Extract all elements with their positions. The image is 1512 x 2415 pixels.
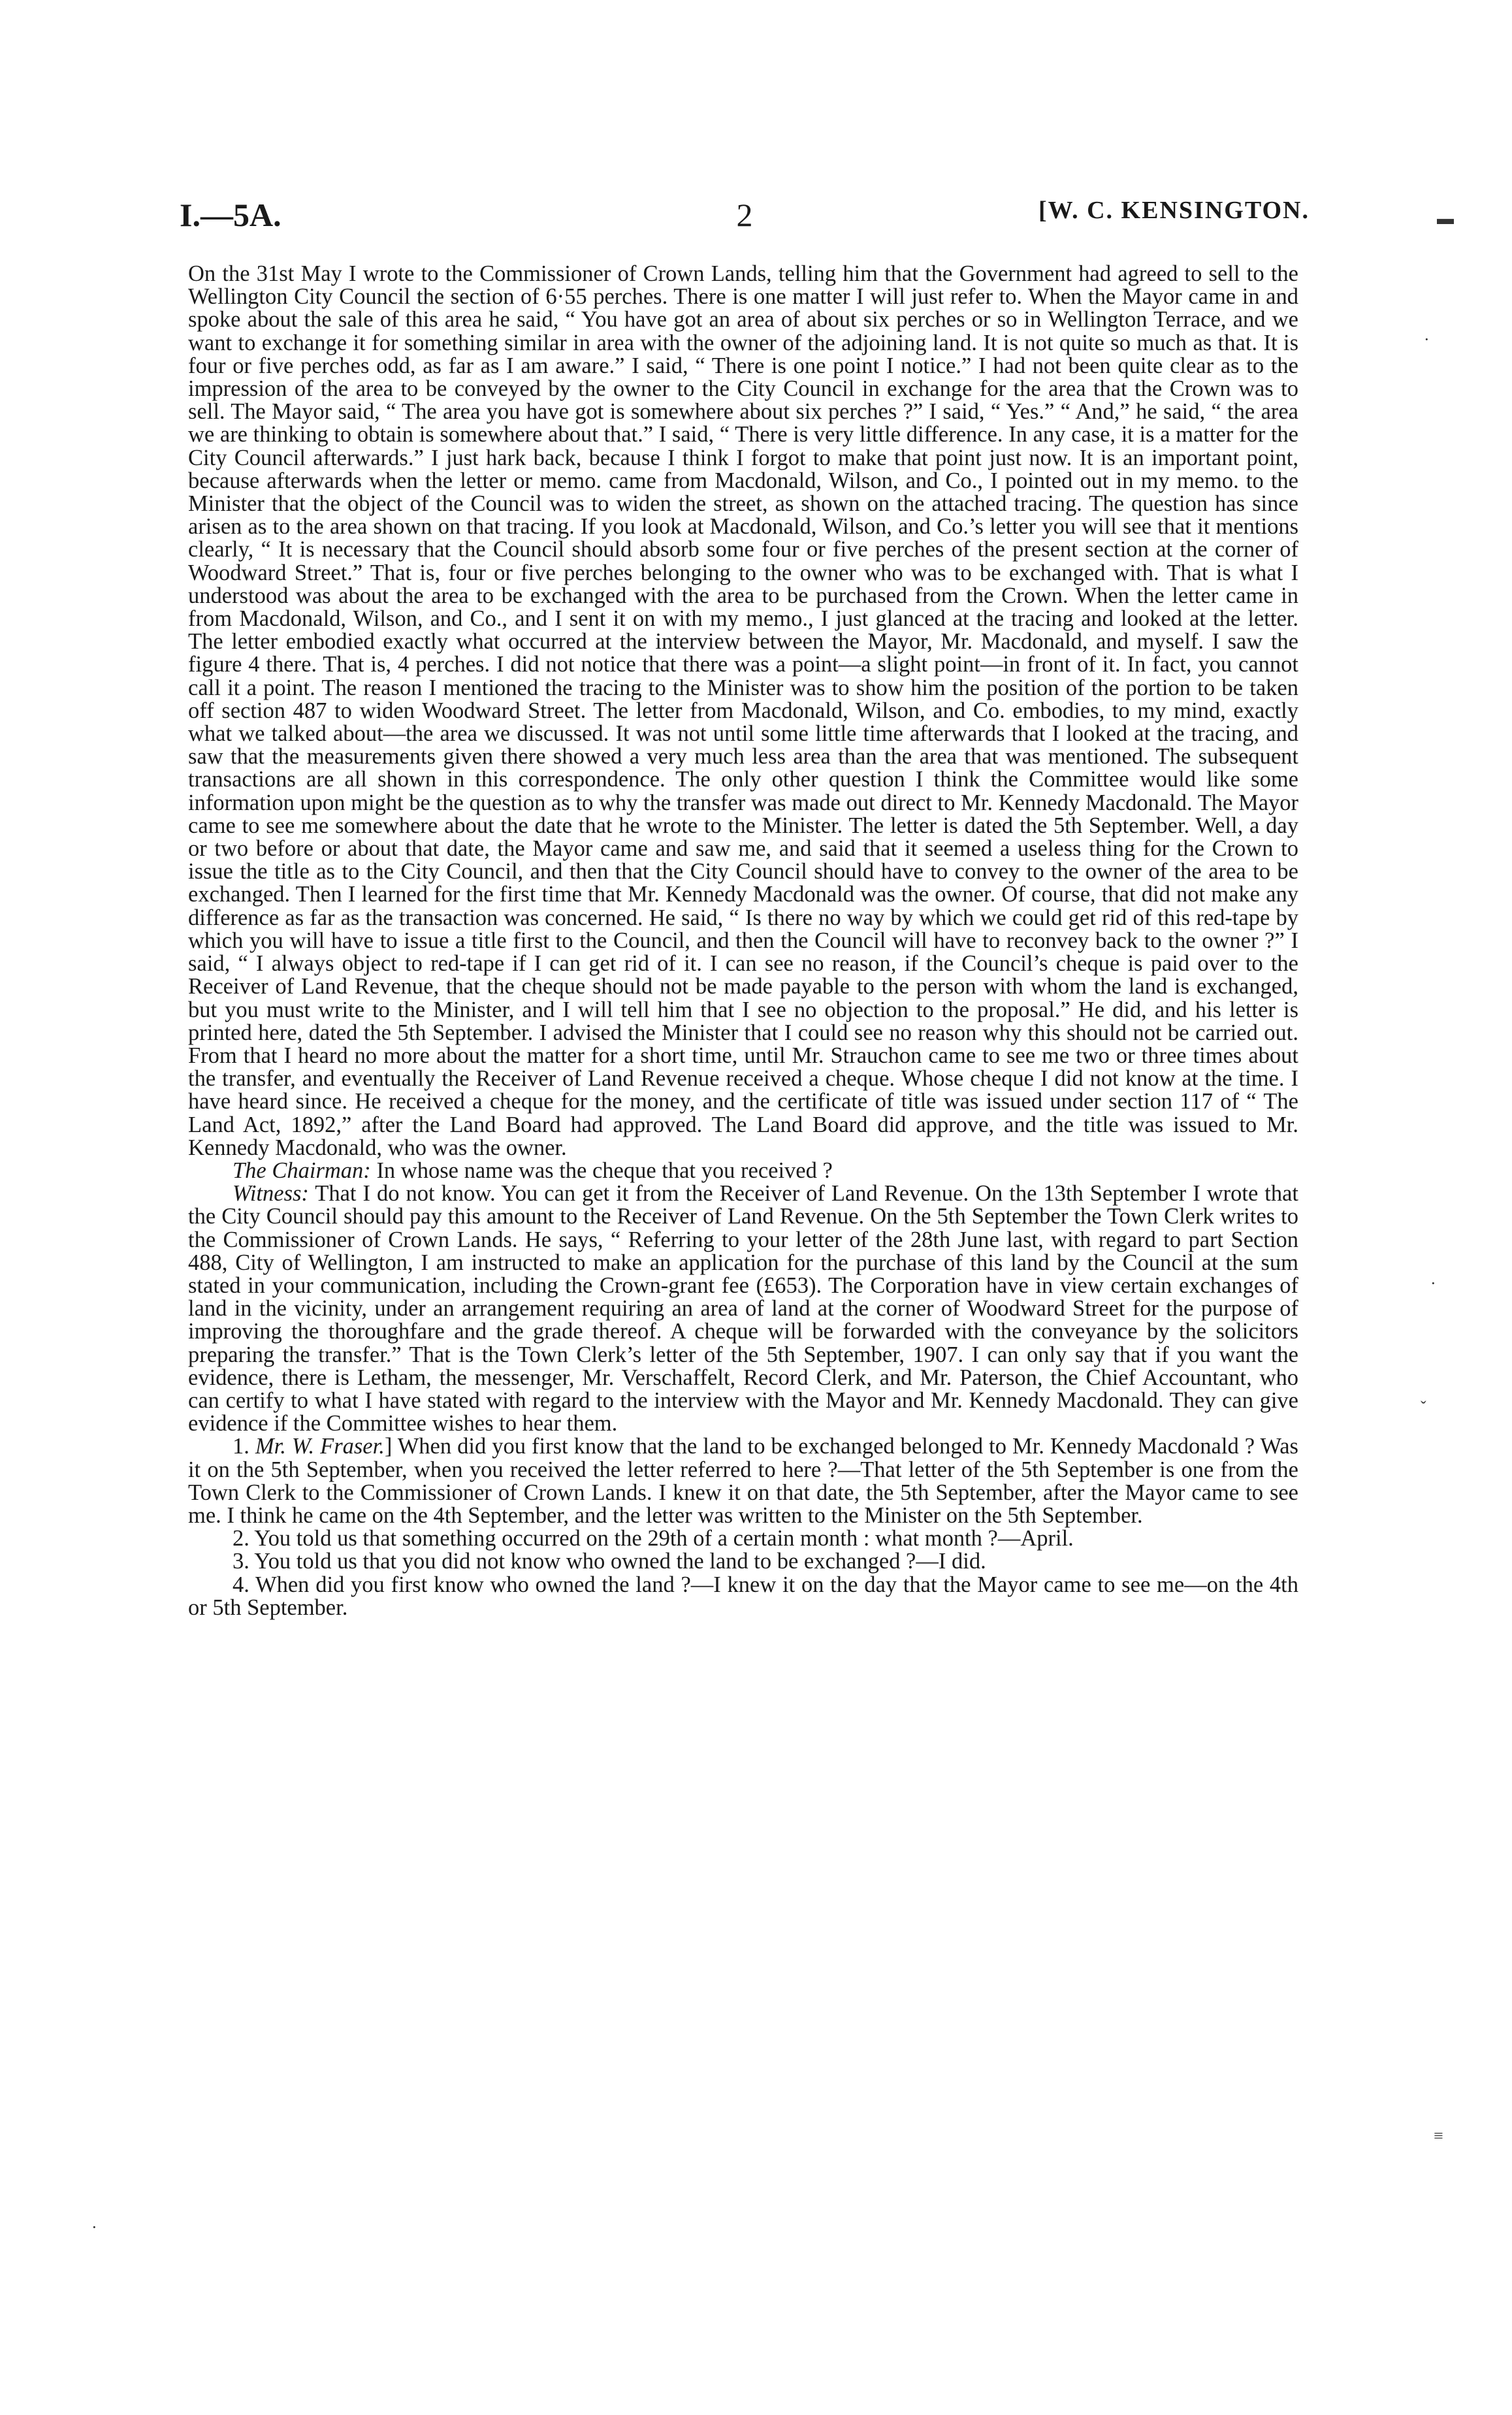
paragraph-text: 3. You told us that you did not know who owned the land to be exchanged ?—I did. [233, 1549, 986, 1574]
scan-speck-mark: · [91, 2218, 97, 2237]
paragraph-1 [188, 263, 1298, 1159]
questioner-name: Mr. W. Fraser. [255, 1434, 385, 1459]
witness-name: [W. C. KENSINGTON. [1038, 197, 1310, 224]
speaker-label: Witness: [233, 1181, 309, 1207]
paragraph-text: ] When did you first know that the land to be exchanged belonged to Mr. Kennedy Macdonald ? Was it on the 5th September, when you received the letter referred to here ?—That letter of the 5th September is one from the Town Clerk to the Commissioner of Crown Lands. I knew it on that date, the 5th September, after the Mayor came to see me. I think he came on the 4th September, and the letter was written to the Minister on the 5th September. [188, 1434, 1298, 1528]
scan-speck-mark: · [1424, 330, 1430, 349]
paragraph-text: 2. You told us that something occurred on the 29th of a certain month : what month ?—April. [233, 1526, 1074, 1551]
page-header [180, 196, 1310, 242]
paragraph-text: 4. When did you first know who owned the land ?—I knew it on the day that the Mayor came to see me—on the 4th or 5th September. [188, 1572, 1298, 1620]
scan-speck-mark: · [1430, 1274, 1436, 1293]
paragraph-text: In whose name was the cheque that you received ? [370, 1158, 833, 1183]
speaker-label: The Chairman: [233, 1158, 371, 1183]
question-4 [188, 1574, 1298, 1619]
question-number: 1. [233, 1434, 255, 1459]
paragraph-text: On the 31st May I wrote to the Commissioner of Crown Lands, telling him that the Government had agreed to sell to the Wellington City Council the section of 6·55 perches. There is one matter I will just refer to. When the Mayor came in and spoke about the sale of this area he said, “ You have got an area of about six perches or so in Wellington Terrace, and we want to exchange it for something similar in area with the owner of the adjoining land. It is not quite so much as that. It is four or five perches odd, as far as I am aware.” I said, “ There is one point I notice.” I had not been quite clear as to the impression of the area to be conveyed by the owner to the City Council in exchange for the area that the Crown was to sell. The Mayor said, “ The area you have got is somewhere about six perches ?” I said, “ Yes.” “ And,” he said, “ the area we are thinking to obtain is somewhere about that.” I said, “ There is very little difference. In any case, it is a matter for the City Council afterwards.” I just hark back, because I think I forgot to make that point just now. It is an important point, because afterwards when the letter or memo. came from Macdonald, Wilson, and Co., I pointed out in my memo. to the Minister that the object of the Council was to widen the street, as shown on the attached tracing. The question has since arisen as to the area shown on that tracing. If you look at Macdonald, Wilson, and Co.’s letter you will see that it mentions clearly, “ It is necessary that the Council should absorb some four or five perches of the present section at the corner of Woodward Street.” That is, four or five perches belonging to the owner who was to be exchanged with. That is what I understood was about the area to be exchanged with the area to be purchased from the Crown. When the letter came in from Macdonald, Wilson, and Co., and I sent it on with my memo., I just glanced at the tracing and looked at the letter. The letter embodied exactly what occurred at the interview between the Mayor, Mr. Macdonald, and myself. I saw the figure 4 there. That is, 4 perches. I did not notice that there was a point—a slight point—in front of it. In fact, you cannot call it a point. The reason I mentioned the tracing to the Minister was to show him the position of the portion to be taken off section 487 to widen Woodward Street. The letter from Macdonald, Wilson, and Co. embodies, to my mind, exactly what we talked about—the area we discussed. It was not until some little time afterwards that I looked at the tracing, and saw that the measurements given there showed a very much less area than the area that was mentioned. The subsequent transactions are all shown in this correspondence. The only other question I think the Committee would like some information upon might be the question as to why the transfer was made out direct to Mr. Kennedy Macdonald. The Mayor came to see me somewhere about the date that he wrote to the Minister. The letter is dated the 5th September. Well, a day or two before or about that date, the Mayor came and saw me, and said that it seemed a useless thing for the Crown to issue the title as to the City Council, and then that the City Council should have to convey to the owner of the area to be exchanged. Then I learned for the first time that Mr. Kennedy Macdonald was the owner. Of course, that did not make any difference as far as the transaction was concerned. He said, “ Is there no way by which we could get rid of this red-tape by which you will have to issue a title first to the Council, and then the Council will have to reconvey back to the owner ?” I said, “ I always object to red-tape if I can get rid of it. I can see no reason, if the Council’s cheque is paid over to the Receiver of Land Revenue, that the cheque should not be made payable to the person with whom the land is exchanged, but you must write to the Minister, and I will tell him that I see no objection to the proposal.” He did, and his letter is printed here, dated the 5th September. I advised the Minister that I could see no reason why this should not be carried out. From that I heard no more about the matter for a short time, until Mr. Strauchon came to see me two or three times about the transfer, and eventually the Receiver of Land Revenue received a cheque. Whose cheque I did not know at the time. I have heard since. He received a cheque for the money, and the certificate of title was issued under section 117 of “ The Land Act, 1892,” after the Land Board had approved. The Land Board did approve, and the title was issued to Mr. Kennedy Macdonald, who was the owner. [188, 261, 1298, 1160]
paragraph-3 [188, 1182, 1298, 1435]
question-1 [188, 1435, 1298, 1527]
paragraph-text: That I do not know. You can get it from the Receiver of Land Revenue. On the 13th September I wrote that the City Council should pay this amount to the Receiver of Land Revenue. On the 5th September the Town Clerk writes to the Commissioner of Crown Lands. He says, “ Referring to your letter of the 28th June last, with regard to part Section 488, City of Wellington, I am instructed to make an application for the purchase of this land by the Council at the sum stated in your communication, including the Crown-grant fee (£653). The Corporation have in view certain exchanges of land in the vicinity, under an arrangement requiring an area of land at the corner of Woodward Street for the purpose of improving the thoroughfare and the grade thereof. A cheque will be forwarded with the conveyance by the solicitors preparing the transfer.” That is the Town Clerk’s letter of the 5th September, 1907. I can only say that if you want the evidence, there is Letham, the messenger, Mr. Verschaffelt, Record Clerk, and Mr. Paterson, the Chief Accountant, who can certify to what I have stated with regard to the interview with the Mayor and Mr. Kennedy Macdonald. They can give evidence if the Committee wishes to hear them. [188, 1181, 1298, 1436]
page-number: 2 [736, 197, 753, 233]
scan-speck-mark: ≡ [1434, 2126, 1443, 2145]
document-body [188, 263, 1298, 1619]
question-3 [188, 1550, 1298, 1573]
scan-speck-mark: ▬ [1437, 209, 1454, 228]
paper-reference: I.—5A. [180, 197, 281, 233]
scan-speck-mark: ˇ [1421, 1398, 1426, 1417]
paragraph-2 [188, 1159, 1298, 1182]
question-2 [188, 1527, 1298, 1550]
